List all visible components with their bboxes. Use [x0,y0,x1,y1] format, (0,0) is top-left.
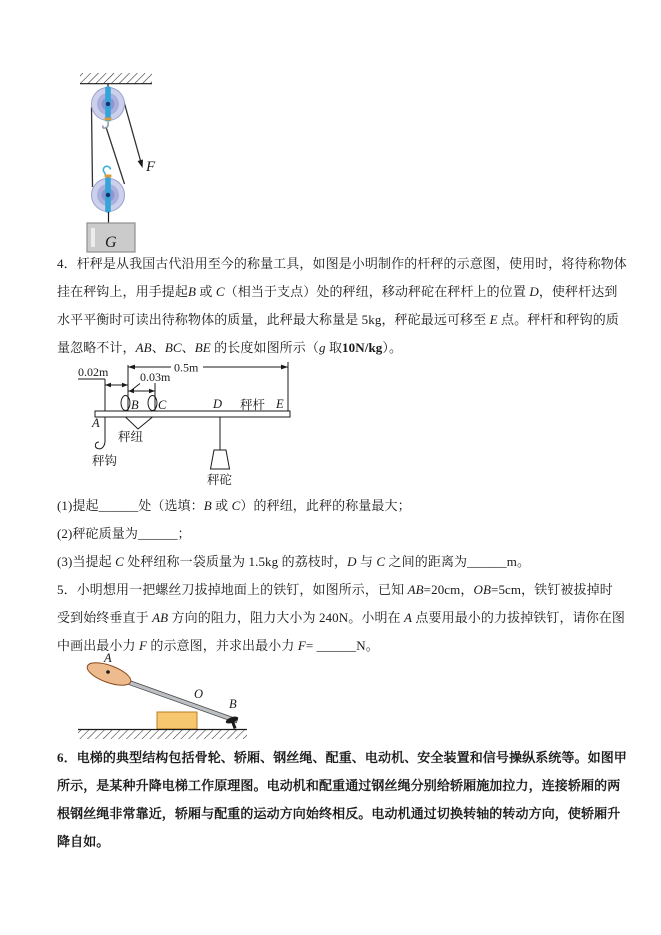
dim-arrow-icon [128,365,135,370]
question-6-paragraph [57,744,627,856]
dim-be-label: 0.5m [174,360,199,375]
text-line: 水平平衡时可读出待称物体的质量，此秤最大称量是 5kg，秤砣最远可移至 E 点。秤杆和秤钩的质 [57,312,619,327]
question-4-sub-2 [57,520,613,548]
text-line: 量忽略不计，AB、BC、BE 的长度如图所示（g 取10N/kg）。 [57,340,403,355]
dim-arrow-icon [128,389,134,393]
dim-arrow-icon [149,389,155,393]
movable-pulley [92,166,125,212]
point-c-label: C [158,398,167,412]
dim-arrow-icon [105,383,111,387]
question-5-paragraph [57,576,625,660]
point-o-label: O [194,687,204,701]
force-rope [124,100,143,166]
fulcrum-block [157,712,197,729]
steelyard-figure [74,357,306,493]
point-a-dot [106,670,110,674]
dim-arrow-icon [281,365,288,370]
fixed-pulley [92,87,125,129]
point-b-label: B [229,697,237,711]
force-arrowhead [138,160,143,169]
dim-arrow-icon [122,383,128,387]
point-e-label: E [276,397,284,411]
force-label: F [146,159,156,175]
hook-shape [95,439,105,449]
text-line: (1)提起______处（选填：B 或 C）的秤纽，此秤的称量最大； [57,498,411,513]
dim-bc-label: 0.03m [140,370,171,384]
text-line: 根钢丝绳非常靠近，轿厢与配重的运动方向始终相反。电动机通过切换转轴的转动方向，使轿厢升 [57,806,621,821]
text-line: 受到始终垂直于 AB 方向的阻力，阻力大小为 240N。小明在 A 点要用最小的力拔掉铁钉，请你在图 [57,610,625,625]
fixed-pulley-hook-icon [103,122,108,128]
loop-b [121,396,130,411]
weight-label: G [105,234,117,251]
loop-c [148,396,157,411]
text-line: (2)秤砣质量为______； [57,526,191,541]
lever-figure [75,650,255,742]
sliding-weight [211,450,230,469]
sliding-weight-label: 秤砣 [207,473,233,487]
point-a-label: A [92,416,100,430]
pulley-figure [75,65,195,255]
question-4-sub-1 [57,492,613,520]
rod-label: 秤杆 [240,398,266,412]
text-line: 5．小明想用一把螺丝刀拔掉地面上的铁钉，如图所示，已知 AB=20cm，OB=5cm，铁钉被拔掉时 [57,582,613,597]
point-d-label: D [213,397,223,411]
text-line: 中画出最小力 F 的示意图，并求出最小力 F= ______N。 [57,638,379,653]
weight-block [87,223,135,252]
ground-hatch [78,730,247,739]
rope-left [92,107,93,187]
text-line: (3)当提起 C 处秤纽称一袋质量为 1.5kg 的荔枝时，D 与 C 之间的距离为______m。 [57,554,531,569]
text-line: 6．电梯的典型结构包括骨轮、轿厢、钢丝绳、配重、电动机、安全装置和信号操纵系统等。如图甲 [57,750,627,765]
dim-ab-label: 0.02m [78,365,109,379]
knot-pointer [126,417,153,429]
text-line: 降自如。 [57,834,110,849]
text-line: 所示，是某种升降电梯工作原理图。电动机和配重通过钢丝绳分别给轿厢施加拉力，连接轿厢的两 [57,778,621,793]
question-4-paragraph [57,250,627,362]
point-b-label: B [131,398,139,412]
point-a-label: A [104,651,112,665]
hook-label: 秤钩 [92,454,118,468]
question-4-sub-3 [57,548,613,576]
text-line: 挂在秤钩上，用手提起B 或 C（相当于支点）处的秤纽，移动秤砣在秤杆上的位置 D，使秤杆达到 [57,284,618,299]
knot-label: 秤纽 [118,430,144,444]
text-line: 4．杆秤是从我国古代沿用至今的称量工具，如图是小明制作的杆秤的示意图，使用时，将待称物体 [57,256,627,271]
ceiling-hatch [80,73,152,84]
